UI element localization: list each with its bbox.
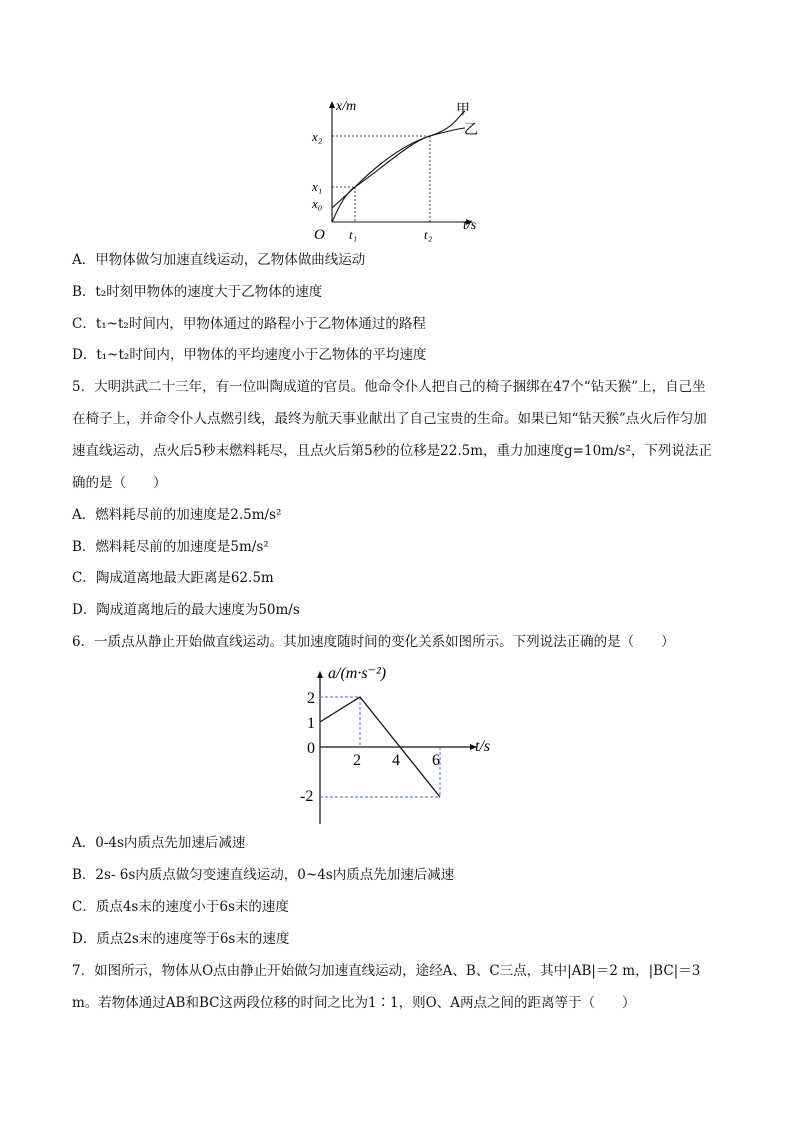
xt-origin: O [314,227,325,243]
tick-t1: t₁ [349,227,358,242]
q5-option-d: D．陶成道离地后的最大速度为50m/s [72,602,300,618]
q5-stem-line-4: 确的是（ ） [72,475,167,491]
at-y-axis-label: a/(m·s⁻²) [328,665,387,682]
at-graph [300,658,500,830]
at-tick-x-4: 4 [392,752,400,769]
q5-option-a: A．燃料耗尽前的加速度是2.5m/s² [72,507,282,523]
q6-option-d: D．质点2s末的速度等于6s末的速度 [72,931,290,947]
q4-option-b: B．t₂时刻甲物体的速度大于乙物体的速度 [72,284,323,300]
q4-option-c: C．t₁~t₂时间内，甲物体通过的路程小于乙物体通过的路程 [72,316,426,332]
q5-stem-line-1: 5．大明洪武二十三年，有一位叫陶成道的官员。他命令仆人把自己的椅子捆绑在47个“钻天猴”上，自己坐 [72,379,706,395]
q5-stem-line-2: 在椅子上，并命令仆人点燃引线，最终为航天事业献出了自己宝贵的生命。如果已知“钻天猴”点火后作匀加 [72,411,707,427]
tick-t2: t₂ [424,227,433,242]
q7-stem-line-2: m。若物体通过AB和BC这两段位移的时间之比为1∶1，则O、A两点之间的距离等于（ ） [72,995,636,1011]
at-origin: 0 [307,740,315,757]
q6-option-a: A．0-4s内质点先加速后减速 [72,835,246,851]
at-tick-y-neg2: -2 [300,788,314,805]
q5-option-c: C．陶成道离地最大距离是62.5m [72,570,274,586]
tick-x0: x₀ [312,196,323,211]
at-tick-x-6: 6 [432,752,440,769]
q5-stem-line-3: 速直线运动，点火后5秒末燃料耗尽，且点火后第5秒的位移是22.5m，重力加速度g=10m/s²，下列说法正 [72,443,712,459]
tick-x2: x₂ [312,129,323,144]
q4-option-a: A．甲物体做匀加速直线运动，乙物体做曲线运动 [72,252,366,268]
at-tick-y-1: 1 [307,715,315,732]
tick-x1: x₁ [312,179,323,194]
xt-y-axis-label: x/m [336,99,357,114]
q6-option-c: C．质点4s末的速度小于6s末的速度 [72,899,289,915]
q5-option-b: B．燃料耗尽前的加速度是5m/s² [72,539,269,555]
curve-yi [332,128,465,222]
curve-label-yi: 乙 [464,122,478,138]
at-x-axis-label: t/s [475,738,491,755]
xt-x-axis-label: t/s [463,218,477,233]
xt-graph [300,96,500,246]
curve-jia [332,111,465,208]
q4-option-d: D．t₁~t₂时间内，甲物体的平均速度小于乙物体的平均速度 [72,347,427,363]
q6-stem: 6．一质点从静止开始做直线运动。其加速度随时间的变化关系如图所示。下列说法正确的是（ ） [72,634,675,650]
curve-label-jia: 甲 [456,102,470,118]
at-tick-x-2: 2 [353,752,361,769]
q6-option-b: B．2s- 6s内质点做匀变速直线运动，0~4s内质点先加速后减速 [72,867,455,883]
q7-stem-line-1: 7．如图所示，物体从O点由静止开始做匀加速直线运动，途经A、B、C三点，其中|AB|＝2 m，|BC|＝3 [72,963,701,979]
at-tick-y-2: 2 [307,690,315,707]
